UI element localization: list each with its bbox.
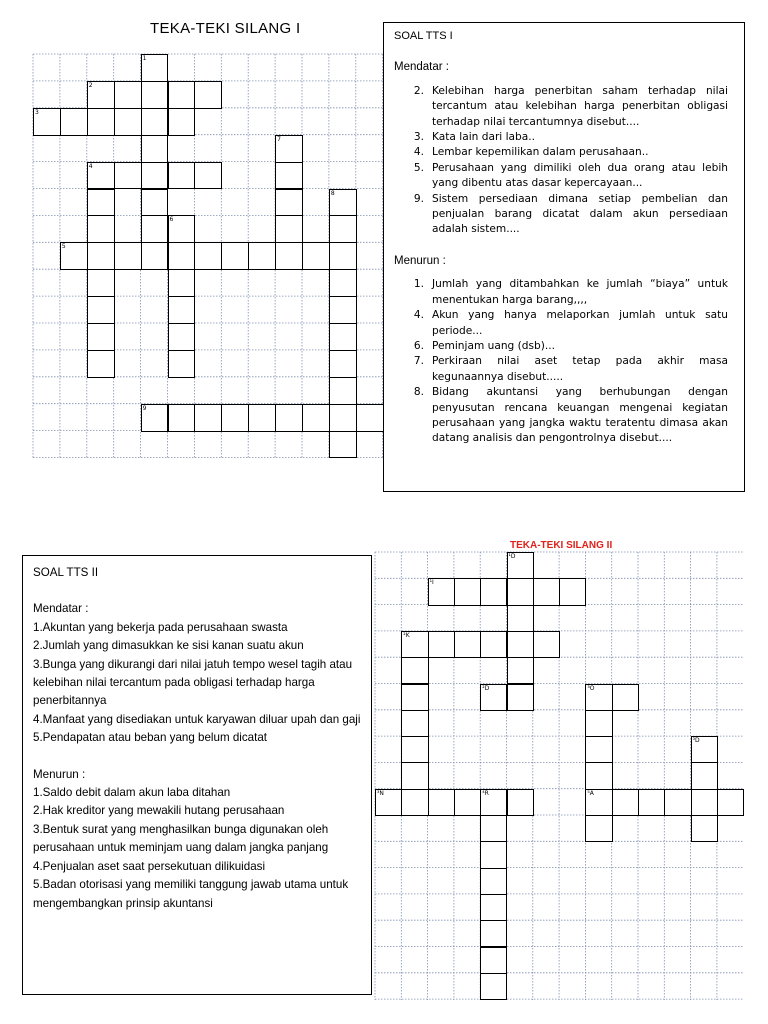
- puzzle2-cell[interactable]: [480, 631, 507, 658]
- puzzle2-cell[interactable]: [480, 578, 507, 605]
- clue-text: Jumlah yang ditambahkan ke jumlah “biaya” untuk menentukan harga barang,,,,: [432, 278, 728, 306]
- puzzle2-clue-number: ²K: [403, 631, 410, 639]
- puzzle2-clue-number: ⁵A: [587, 789, 594, 797]
- soal2-down-list: [33, 784, 361, 913]
- puzzle2-cell[interactable]: [454, 578, 481, 605]
- puzzle1-cell[interactable]: [87, 242, 115, 270]
- clue-number: 6.: [413, 339, 424, 352]
- puzzle1-clue-number: 1: [142, 55, 147, 62]
- clue-item: [394, 385, 728, 447]
- clue-item: [394, 84, 728, 130]
- puzzle2-cell[interactable]: [507, 578, 534, 605]
- clue-text: Bidang akuntansi yang berhubungan dengan penyusutan rencana keuangan mengenai kegiatan perusahaan yang jangka waktu teratentu dimasa akan datang analisis dan pengontrolnya disebut....: [432, 386, 728, 445]
- puzzle2-cell[interactable]: [507, 605, 534, 632]
- puzzle2-cell[interactable]: [585, 710, 612, 737]
- puzzle1-cell[interactable]: [114, 108, 142, 136]
- clue-item: 4.Penjualan aset saat persekutuan dilikuidasi: [33, 859, 266, 873]
- puzzle2-cell[interactable]: [559, 578, 586, 605]
- clue-number: 2.: [413, 84, 424, 97]
- puzzle2-cell[interactable]: [664, 789, 691, 816]
- puzzle2-clue-number: ²D: [482, 684, 490, 692]
- clue-item: [394, 192, 728, 238]
- puzzle2-cell[interactable]: [454, 789, 481, 816]
- soal1-title: SOAL TTS I: [394, 30, 453, 42]
- puzzle2-cell[interactable]: [454, 631, 481, 658]
- puzzle1-cell[interactable]: [141, 162, 169, 190]
- puzzle2-cell[interactable]: [428, 631, 455, 658]
- clue-number: 4.: [413, 146, 424, 159]
- puzzle1-cell[interactable]: [275, 242, 303, 270]
- clue-text: Perkiraan nilai aset tetap pada akhir masa kegunaannya disebut.....: [432, 355, 728, 383]
- puzzle1-clue-number: 8: [330, 189, 335, 197]
- puzzle2-cell[interactable]: [691, 815, 718, 842]
- clue-item: 4.Manfaat yang disediakan untuk karyawan diluar upah dan gaji: [33, 712, 361, 726]
- soal2-across-title: Mendatar :: [33, 602, 89, 616]
- puzzle2-cell[interactable]: [401, 789, 428, 816]
- puzzle1-cell[interactable]: [329, 215, 357, 243]
- clue-number: 1.: [413, 278, 424, 291]
- puzzle2-cell[interactable]: [507, 789, 534, 816]
- puzzle1-cell[interactable]: [302, 404, 330, 432]
- puzzle2-cell[interactable]: [691, 789, 718, 816]
- puzzle1-cell[interactable]: [194, 242, 222, 270]
- clue-number: 7.: [413, 355, 424, 368]
- puzzle1-cell[interactable]: [329, 323, 357, 351]
- clue-item: 1.Saldo debit dalam akun laba ditahan: [33, 786, 231, 800]
- clue-text: Lembar kepemilikan dalam perusahaan..: [432, 146, 649, 159]
- puzzle1-cell[interactable]: [356, 404, 384, 432]
- clue-item: [394, 354, 728, 385]
- puzzle2-cell[interactable]: [507, 684, 534, 711]
- puzzle2-cell[interactable]: [401, 710, 428, 737]
- clue-item: [394, 339, 728, 354]
- puzzle1-cell[interactable]: [194, 81, 222, 109]
- puzzle1-cell[interactable]: [60, 108, 88, 136]
- puzzle1-clue-number: 3: [35, 108, 39, 116]
- puzzle1-clue-number: 7: [277, 135, 281, 143]
- puzzle2-cell[interactable]: [480, 815, 507, 842]
- clue-text: Kelebihan harga penerbitan saham terhadap nilai tercantum atau kelebihan harga penerbitan obligasi terhadap nilai tercantumnya disebut....: [432, 84, 728, 128]
- puzzle1-cell[interactable]: [168, 81, 196, 109]
- soal1-down-title: Menurun :: [394, 254, 446, 267]
- puzzle2-cell[interactable]: [507, 657, 534, 684]
- clue-number: 5.: [413, 161, 424, 174]
- puzzle1-clue-number: 4: [88, 162, 93, 170]
- puzzle1-cell[interactable]: [248, 242, 276, 270]
- puzzle1-cell[interactable]: [275, 162, 303, 190]
- puzzle1-cell[interactable]: [329, 269, 357, 297]
- puzzle1-cell[interactable]: [168, 162, 196, 190]
- puzzle1-cell[interactable]: [87, 269, 115, 297]
- puzzle2-clue-number: ⁴R: [482, 789, 489, 797]
- puzzle2-cell[interactable]: [717, 789, 744, 816]
- puzzle1-cell[interactable]: [194, 404, 222, 432]
- puzzle1-cell[interactable]: [168, 242, 196, 270]
- puzzle2-cell[interactable]: [507, 631, 534, 658]
- soal2-clue-box: [22, 555, 372, 995]
- puzzle1-cell[interactable]: [87, 296, 115, 324]
- puzzle2-title: TEKA-TEKI SILANG II: [510, 540, 613, 551]
- puzzle2-cell[interactable]: [480, 841, 507, 868]
- puzzle1-cell[interactable]: [329, 404, 357, 432]
- soal1-across-title: Mendatar :: [394, 61, 449, 74]
- puzzle1-cell[interactable]: [114, 162, 142, 190]
- puzzle2-cell[interactable]: [533, 631, 560, 658]
- puzzle2-cell[interactable]: [480, 868, 507, 895]
- puzzle2-cell[interactable]: [401, 762, 428, 789]
- puzzle1-cell[interactable]: [329, 242, 357, 270]
- puzzle2-cell[interactable]: [691, 762, 718, 789]
- puzzle2-clue-number: ¹D: [508, 553, 516, 560]
- clue-item: [394, 277, 728, 308]
- soal1-across-list: [394, 84, 728, 238]
- puzzle1-cell[interactable]: [141, 108, 169, 136]
- puzzle2-cell[interactable]: [533, 578, 560, 605]
- clue-item: 1.Akuntan yang bekerja pada perusahaan swasta: [33, 620, 288, 634]
- puzzle2-clue-number: ³D: [692, 737, 700, 745]
- puzzle2-cell[interactable]: [428, 789, 455, 816]
- puzzle1-cell[interactable]: [329, 350, 357, 378]
- puzzle1-cell[interactable]: [87, 215, 115, 243]
- puzzle1-cell[interactable]: [87, 108, 115, 136]
- soal2-across-list: [33, 619, 361, 748]
- puzzle1-clue-number: 2: [88, 81, 93, 89]
- puzzle1-title: TEKA-TEKI SILANG I: [150, 20, 301, 37]
- puzzle2-cell[interactable]: [638, 789, 665, 816]
- clue-item: 5.Pendapatan atau beban yang belum dicatat: [33, 731, 267, 745]
- puzzle1-cell[interactable]: [302, 242, 330, 270]
- puzzle1-cell[interactable]: [141, 189, 169, 217]
- puzzle2-cell[interactable]: [480, 947, 507, 974]
- puzzle2-cell[interactable]: [401, 657, 428, 684]
- puzzle2-cell[interactable]: [480, 920, 507, 947]
- clue-text: Sistem persediaan dimana setiap pembelian dan penjualan barang dicatat dalam akun persediaan adalah sistem....: [432, 192, 728, 236]
- puzzle1-cell[interactable]: [168, 350, 196, 378]
- puzzle1-cell[interactable]: [141, 242, 169, 270]
- puzzle1-cell[interactable]: [87, 189, 115, 217]
- clue-item: [394, 308, 728, 339]
- clue-number: 9.: [413, 192, 424, 205]
- soal1-down-list: [394, 277, 728, 446]
- puzzle1-cell[interactable]: [168, 269, 196, 297]
- clue-item: 5.Badan otorisasi yang memiliki tanggung jawab utama untuk mengembangkan prinsip akuntansi: [33, 878, 349, 910]
- puzzle1-cell[interactable]: [329, 296, 357, 324]
- puzzle1-clue-number: 9: [142, 404, 147, 412]
- puzzle1-cell[interactable]: [141, 215, 169, 243]
- clue-number: 4.: [413, 309, 424, 322]
- clue-item: 2.Jumlah yang dimasukkan ke sisi kanan suatu akun: [33, 639, 304, 653]
- puzzle2-cell[interactable]: [585, 736, 612, 763]
- clue-number: 3.: [413, 131, 424, 144]
- puzzle2-cell[interactable]: [585, 762, 612, 789]
- puzzle1-cell[interactable]: [275, 215, 303, 243]
- puzzle2-cell[interactable]: [401, 736, 428, 763]
- puzzle1-cell[interactable]: [168, 108, 196, 136]
- puzzle2-clue-number: ³O: [587, 684, 595, 692]
- puzzle1-cell[interactable]: [329, 377, 357, 405]
- puzzle2-clue-number: ³N: [377, 789, 384, 797]
- puzzle1-cell[interactable]: [275, 189, 303, 217]
- puzzle1-cell[interactable]: [168, 404, 196, 432]
- puzzle1-cell[interactable]: [168, 296, 196, 324]
- puzzle1-cell[interactable]: [87, 350, 115, 378]
- clue-item: [394, 145, 728, 160]
- puzzle1-clue-number: 6: [169, 216, 174, 224]
- puzzle2-clue-number: ¹I: [429, 579, 434, 587]
- puzzle1-cell[interactable]: [194, 162, 222, 190]
- clue-item: 3.Bunga yang dikurangi dari nilai jatuh tempo wesel tagih atau kelebihan nilai tercantum pada obligasi terhadap harga penerbitannya: [33, 657, 353, 708]
- puzzle1-cell[interactable]: [87, 323, 115, 351]
- puzzle1-cell[interactable]: [114, 81, 142, 109]
- puzzle2-cell[interactable]: [585, 815, 612, 842]
- clue-item: [394, 161, 728, 192]
- puzzle2-cell[interactable]: [401, 684, 428, 711]
- puzzle1-cell[interactable]: [221, 242, 249, 270]
- clue-item: [394, 130, 728, 145]
- soal2-title: SOAL TTS II: [33, 566, 99, 579]
- puzzle2-cell[interactable]: [480, 894, 507, 921]
- puzzle2-cell[interactable]: [612, 684, 639, 711]
- puzzle1-cell[interactable]: [168, 323, 196, 351]
- puzzle1-cell[interactable]: [114, 242, 142, 270]
- puzzle2-cell[interactable]: [480, 973, 507, 1000]
- puzzle1-cell[interactable]: [275, 404, 303, 432]
- clue-text: Akun yang hanya melaporkan jumlah untuk satu periode...: [432, 309, 728, 337]
- clue-text: Peminjam uang (dsb)...: [432, 339, 555, 352]
- puzzle2-cell[interactable]: [612, 789, 639, 816]
- soal2-down-title: Menurun :: [33, 767, 86, 781]
- clue-number: 8.: [413, 386, 424, 399]
- clue-text: Perusahaan yang dimiliki oleh dua orang atau lebih yang dibentu atas dasar kepercayaan...: [432, 161, 728, 190]
- puzzle1-cell[interactable]: [248, 404, 276, 432]
- clue-text: Kata lain dari laba..: [432, 131, 535, 144]
- clue-item: 3.Bentuk surat yang menghasilkan bunga digunakan oleh perusahaan untuk meminjam uang dalam jangka panjang: [33, 822, 329, 855]
- clue-item: 2.Hak kreditor yang mewakili hutang perusahaan: [33, 804, 285, 818]
- puzzle1-clue-number: 5: [61, 243, 66, 251]
- puzzle1-cell[interactable]: [141, 135, 169, 163]
- puzzle1-cell[interactable]: [141, 81, 169, 109]
- soal1-clue-box: [383, 22, 745, 492]
- puzzle1-cell[interactable]: [329, 431, 357, 459]
- puzzle1-cell[interactable]: [221, 404, 249, 432]
